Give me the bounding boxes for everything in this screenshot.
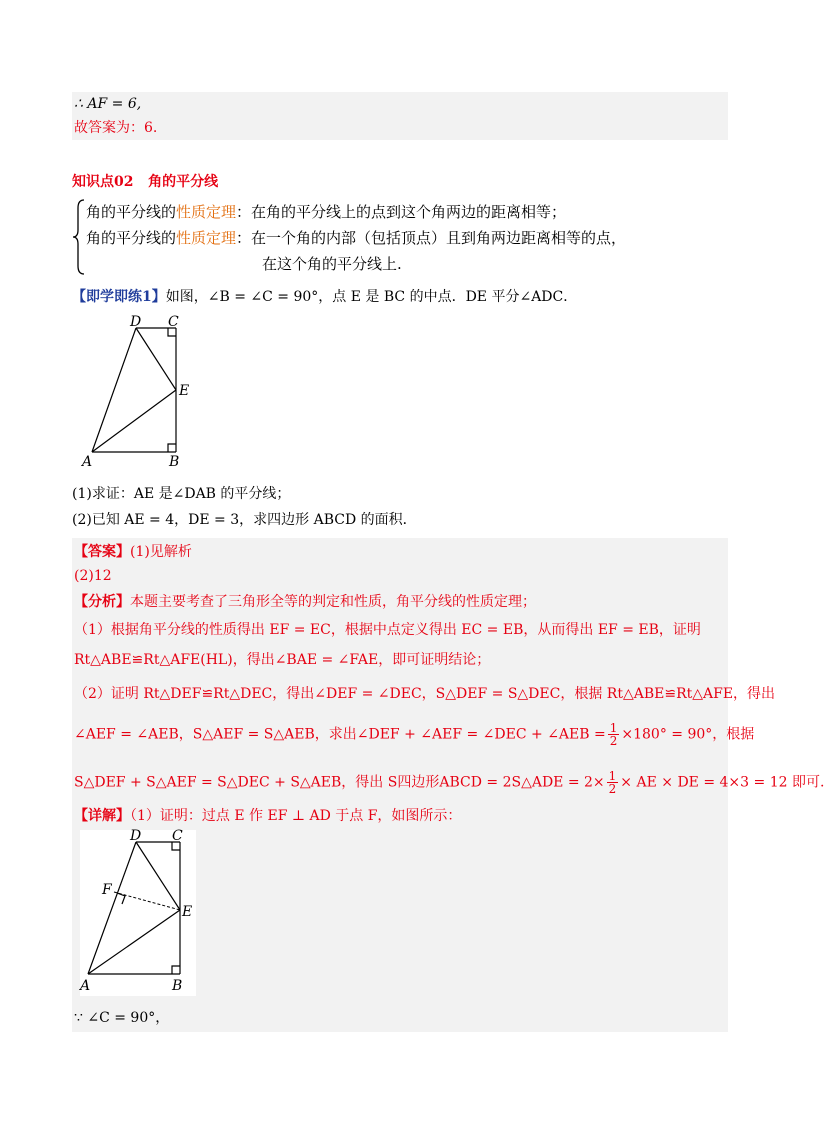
- theorem-line-1: 角的平分线的性质定理：在角的平分线上的点到这个角两边的距离相等；: [86, 203, 567, 221]
- label-B: B: [169, 454, 180, 470]
- theorem-line-2: 角的平分线的性质定理：在一个角的内部（包括顶点）且到角两边距离相等的点，: [86, 229, 627, 247]
- section-title: 角的平分线: [148, 174, 219, 190]
- question-2: (2)已知 AE = 4，DE = 3，求四边形 ABCD 的面积．: [72, 512, 417, 528]
- label-E: E: [179, 383, 190, 399]
- exercise-tag: 【即学即练1】: [72, 289, 166, 305]
- label-A: A: [82, 454, 93, 470]
- final-answer-line: 故答案为：6.: [74, 120, 158, 136]
- section-heading: [72, 172, 218, 192]
- solution-box: [72, 538, 824, 1032]
- theorem-keyword: 性质定理: [176, 203, 237, 221]
- section-label: 知识点02: [72, 174, 134, 190]
- answer-tag: 【答案】: [74, 544, 130, 560]
- conclusion-line: ∴ AF = 6,: [74, 96, 142, 112]
- brace-icon: [72, 198, 86, 276]
- answer-2: (2)12: [74, 568, 112, 584]
- label-F: F: [102, 882, 112, 898]
- previous-answer-box: [72, 92, 728, 140]
- geometry-figure-1: [78, 312, 198, 472]
- detail-tag: 【详解】: [74, 808, 130, 824]
- label-D: D: [130, 828, 142, 844]
- label-D: D: [130, 314, 142, 330]
- theorem-line-3: 在这个角的平分线上.: [262, 255, 402, 273]
- label-C: C: [168, 314, 179, 330]
- fraction-half: $\frac{1}{2}$: [609, 721, 618, 748]
- exercise-stem: 【即学即练1】如图，∠B = ∠C = 90°，点 E 是 BC 的中点．DE 平分∠ADC．: [72, 289, 578, 305]
- geometry-figure-2: [80, 830, 196, 996]
- question-1: (1)求证：AE 是∠DAB 的平分线；: [72, 486, 291, 502]
- analysis-line-2: （1）根据角平分线的性质得出 EF = EC，根据中点定义得出 EC = EB，从而得出 EF = EB，证明: [74, 622, 701, 638]
- detail-line-2: ∵ ∠C = 90°，: [74, 1010, 170, 1026]
- analysis-line-5: ∠AEF = ∠AEB，S△AEF = S△AEB，求出∠DEF + ∠AEF = ∠DEC + ∠AEB = $\frac{1}{2}$ ×180° = 90°，根据: [74, 721, 755, 748]
- detail-line-1: 【详解】（1）证明：过点 E 作 EF ⊥ AD 于点 F，如图所示：: [74, 808, 462, 824]
- analysis-line-4: （2）证明 Rt△DEF≌Rt△DEC，得出∠DEF = ∠DEC，S△DEF = S△DEC，根据 Rt△ABE≌Rt△AFE，得出: [74, 686, 776, 702]
- analysis-line-6: S△DEF + S△AEF = S△DEC + S△AEB，得出 S四边形ABCD = 2S△ADE = 2× $\frac{1}{2}$ × AE × DE = 4×3 = 12 即可.: [74, 769, 824, 796]
- label-C: C: [172, 828, 183, 844]
- analysis-tag: 【分析】: [74, 594, 130, 610]
- theorem-keyword: 性质定理: [176, 229, 237, 247]
- analysis-line-3: Rt△ABE≌Rt△AFE(HL)，得出∠BAE = ∠FAE，即可证明结论；: [74, 652, 491, 668]
- label-A: A: [80, 978, 91, 994]
- answer-line: 【答案】(1)见解析: [74, 544, 192, 560]
- fraction-half: $\frac{1}{2}$: [608, 769, 617, 796]
- label-E: E: [182, 904, 193, 920]
- label-B: B: [172, 978, 183, 994]
- analysis-line-1: 【分析】本题主要考查了三角形全等的判定和性质，角平分线的性质定理；: [74, 594, 536, 610]
- figure-2-frame: [80, 830, 196, 996]
